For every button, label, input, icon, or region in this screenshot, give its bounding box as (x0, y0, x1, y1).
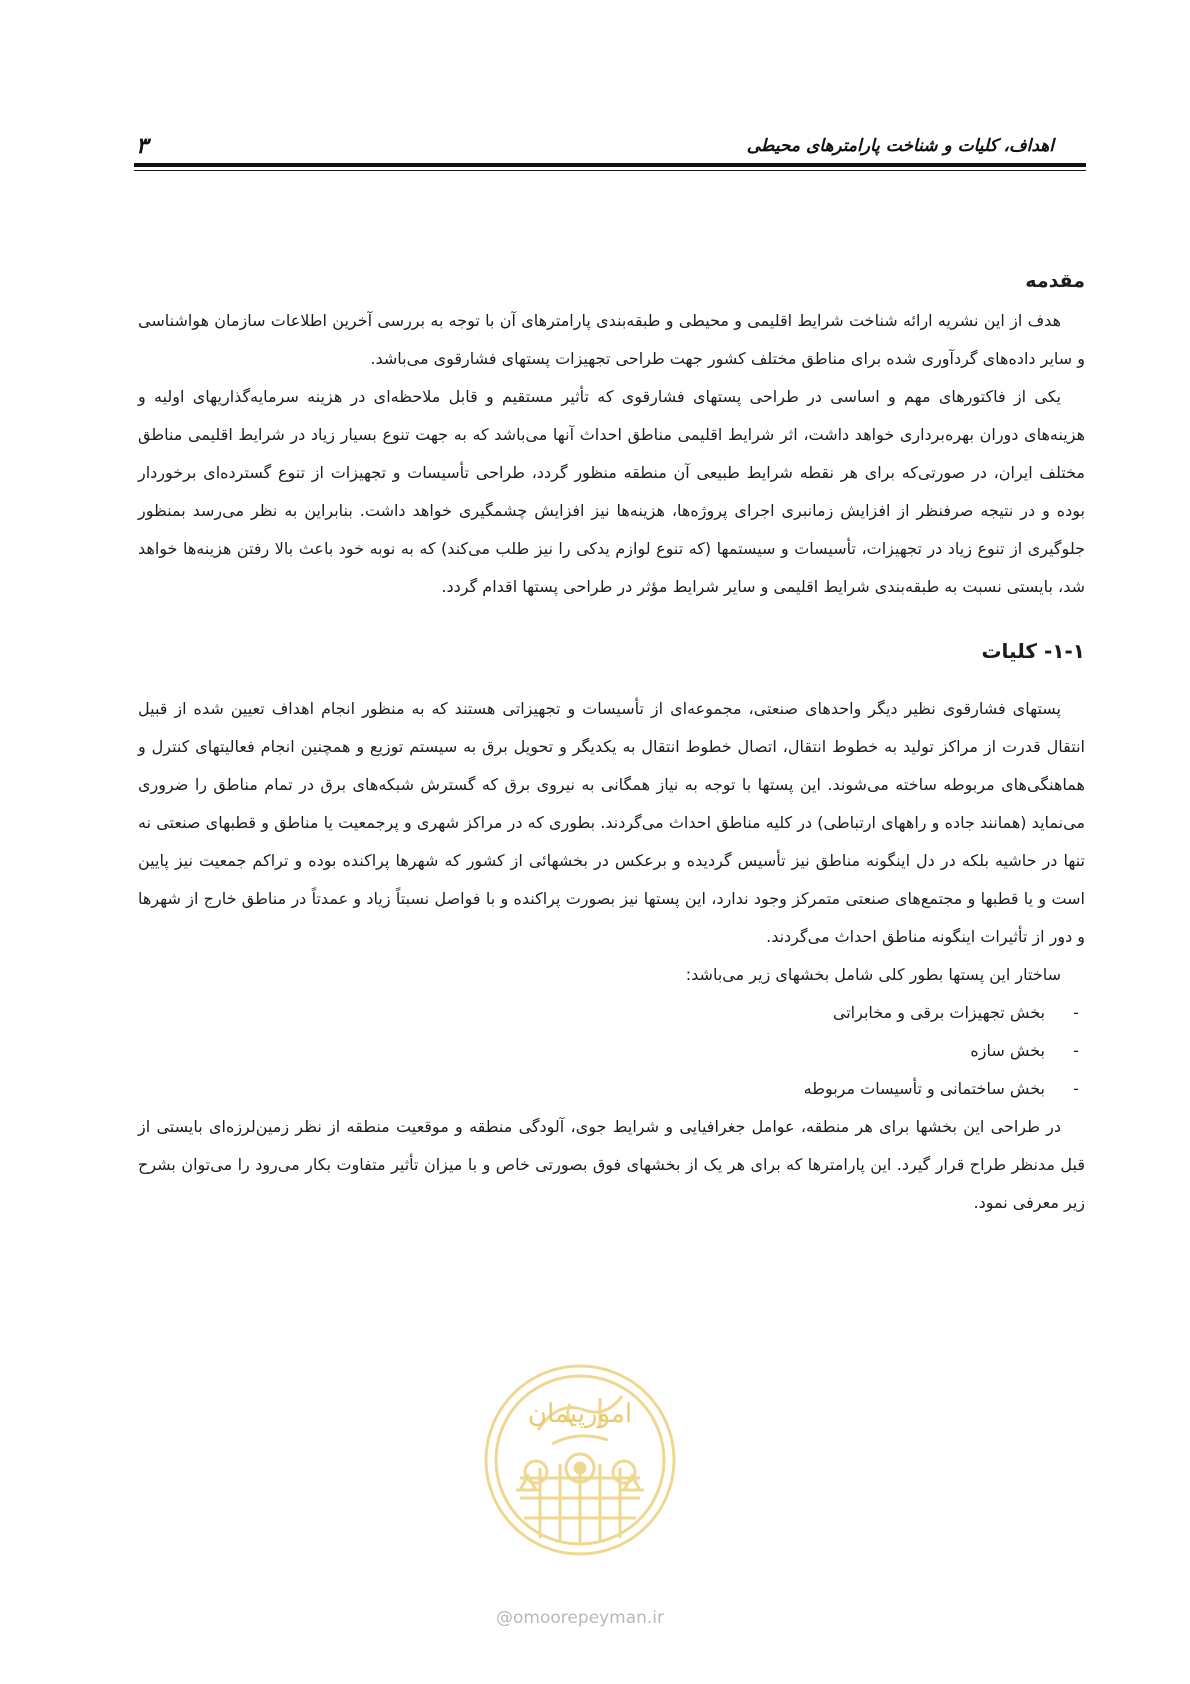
at-icon: @ (495, 1608, 513, 1628)
section-paragraph-1: پستهای فشارقوی نظیر دیگر واحدهای صنعتی، مجموعه‌ای از تأسیسات و تجهیزاتی هستند که به منظور انجام اهداف تعیین شده از قبیل انتقال قدرت از مراکز تولید به خطوط انتقال، اتصال خطوط انتقال به یکدیگر و تحویل برق به سیستم توزیع و همچنین انجام فعالیتهای کنترل و هماهنگی‌های مربوطه ساخته می‌شوند. این پستها با توجه به نیاز همگانی به نیروی برق که گسترش شبکه‌های برق در تمام مناطق را ضروری می‌نماید (همانند جاده و راههای ارتباطی) در کلیه مناطق احداث می‌گردند. بطوری که در مراکز شهری و پرجمعیت یا مناطق و قطبهای صنعتی نه تنها در حاشیه بلکه در دل اینگونه مناطق نیز تأسیس گردیده و برعکس در بخشهائی از کشور که شهرها پراکنده بوده و تراکم جمعیت نیز پایین است و یا قطبها و مجتمع‌های صنعتی متمرکز وجود ندارد، این پستها نیز بصورت پراکنده و با فواصل نسبتاً زیاد و عمدتاً در مناطق خارج از شهرها و دور از تأثیرات اینگونه مناطق احداث می‌گردند. (138, 699, 1085, 946)
section-heading: ۱-۱- کلیات (981, 639, 1085, 663)
running-title: اهداف، کلیات و شناخت پارامترهای محیطی (746, 136, 1054, 156)
bullet-dash: - (1073, 1003, 1079, 1022)
body-content (138, 262, 1085, 1222)
intro-heading: مقدمه (1025, 270, 1085, 292)
list-item-text: بخش تجهیزات برقی و مخابراتی (832, 1003, 1045, 1022)
list-item-text: بخش سازه (970, 1041, 1045, 1060)
section-paragraph-2: ساختار این پستها بطور کلی شامل بخشهای زیر می‌باشد: (685, 965, 1061, 984)
list-item-text: بخش ساختمانی و تأسیسات مربوطه (803, 1079, 1045, 1098)
bullet-dash: - (1073, 1079, 1079, 1098)
watermark-logo-text: امورپیمان (527, 1399, 633, 1429)
list-item (138, 1032, 1081, 1070)
intro-paragraph-1: هدف از این نشریه ارائه شناخت شرایط اقلیمی و محیطی و طبقه‌بندی پارامترهای آن با توجه به بررسی آخرین اطلاعات سازمان هواشناسی و سایر داده‌های گردآوری شده برای مناطق مختلف کشور جهت طراحی تجهیزات پستهای فشارقوی می‌باشد. (138, 311, 1085, 368)
section-closing-paragraph: در طراحی این بخشها برای هر منطقه، عوامل جغرافیایی و شرایط جوی، آلودگی منطقه و موقعیت منطقه از نظر زمین‌لرزه‌ای بایستی از قبل مدنظر طراح قرار گیرد. این پارامترها که برای هر یک از بخشهای فوق بصورتی خاص و با میزان تأثیر متفاوت بکار می‌رود را می‌توان بشرح زیر معرفی نمود. (138, 1117, 1085, 1212)
header-rule-thin (134, 170, 1086, 171)
component-list (138, 994, 1085, 1108)
watermark-site (460, 1608, 700, 1628)
running-header (136, 128, 1054, 164)
page-number: ۳ (136, 133, 148, 159)
intro-paragraph-2: یکی از فاکتورهای مهم و اساسی در طراحی پستهای فشارقوی که تأثیر مستقیم و قابل ملاحظه‌ای در هزینه سرمایه‌گذاریهای اولیه و هزینه‌های دوران بهره‌برداری خواهد داشت، اثر شرایط اقلیمی مناطق احداث آنها می‌باشد که به جهت تنوع بسیار زیاد در شرایط اقلیمی مناطق مختلف ایران، در صورتی‌که برای هر نقطه شرایط طبیعی آن منطقه منظور گردد، طراحی تأسیسات و تجهیزات از تنوع گسترده‌ای برخوردار بوده و در نتیجه صرفنظر از افزایش زمانبری اجرای پروژه‌ها، هزینه‌ها نیز افزایش چشمگیری خواهد داشت. بنابراین به نظر می‌رسد بمنظور جلوگیری از تنوع زیاد در تجهیزات، تأسیسات و سیستمها (که تنوع لوازم یدکی را نیز طلب می‌کند) که به نوبه خود باعث بالا رفتن هزینه‌ها خواهد شد، بایستی نسبت به طبقه‌بندی شرایط اقلیمی و سایر شرایط مؤثر در طراحی پستها اقدام گردد. (138, 387, 1085, 596)
bullet-dash: - (1073, 1041, 1079, 1060)
list-item (138, 994, 1081, 1032)
header-rule-thick (134, 163, 1086, 167)
watermark-seal-icon (480, 1360, 680, 1560)
watermark-site-text: omoorepeyman.ir (512, 1608, 665, 1628)
list-item (138, 1070, 1081, 1108)
